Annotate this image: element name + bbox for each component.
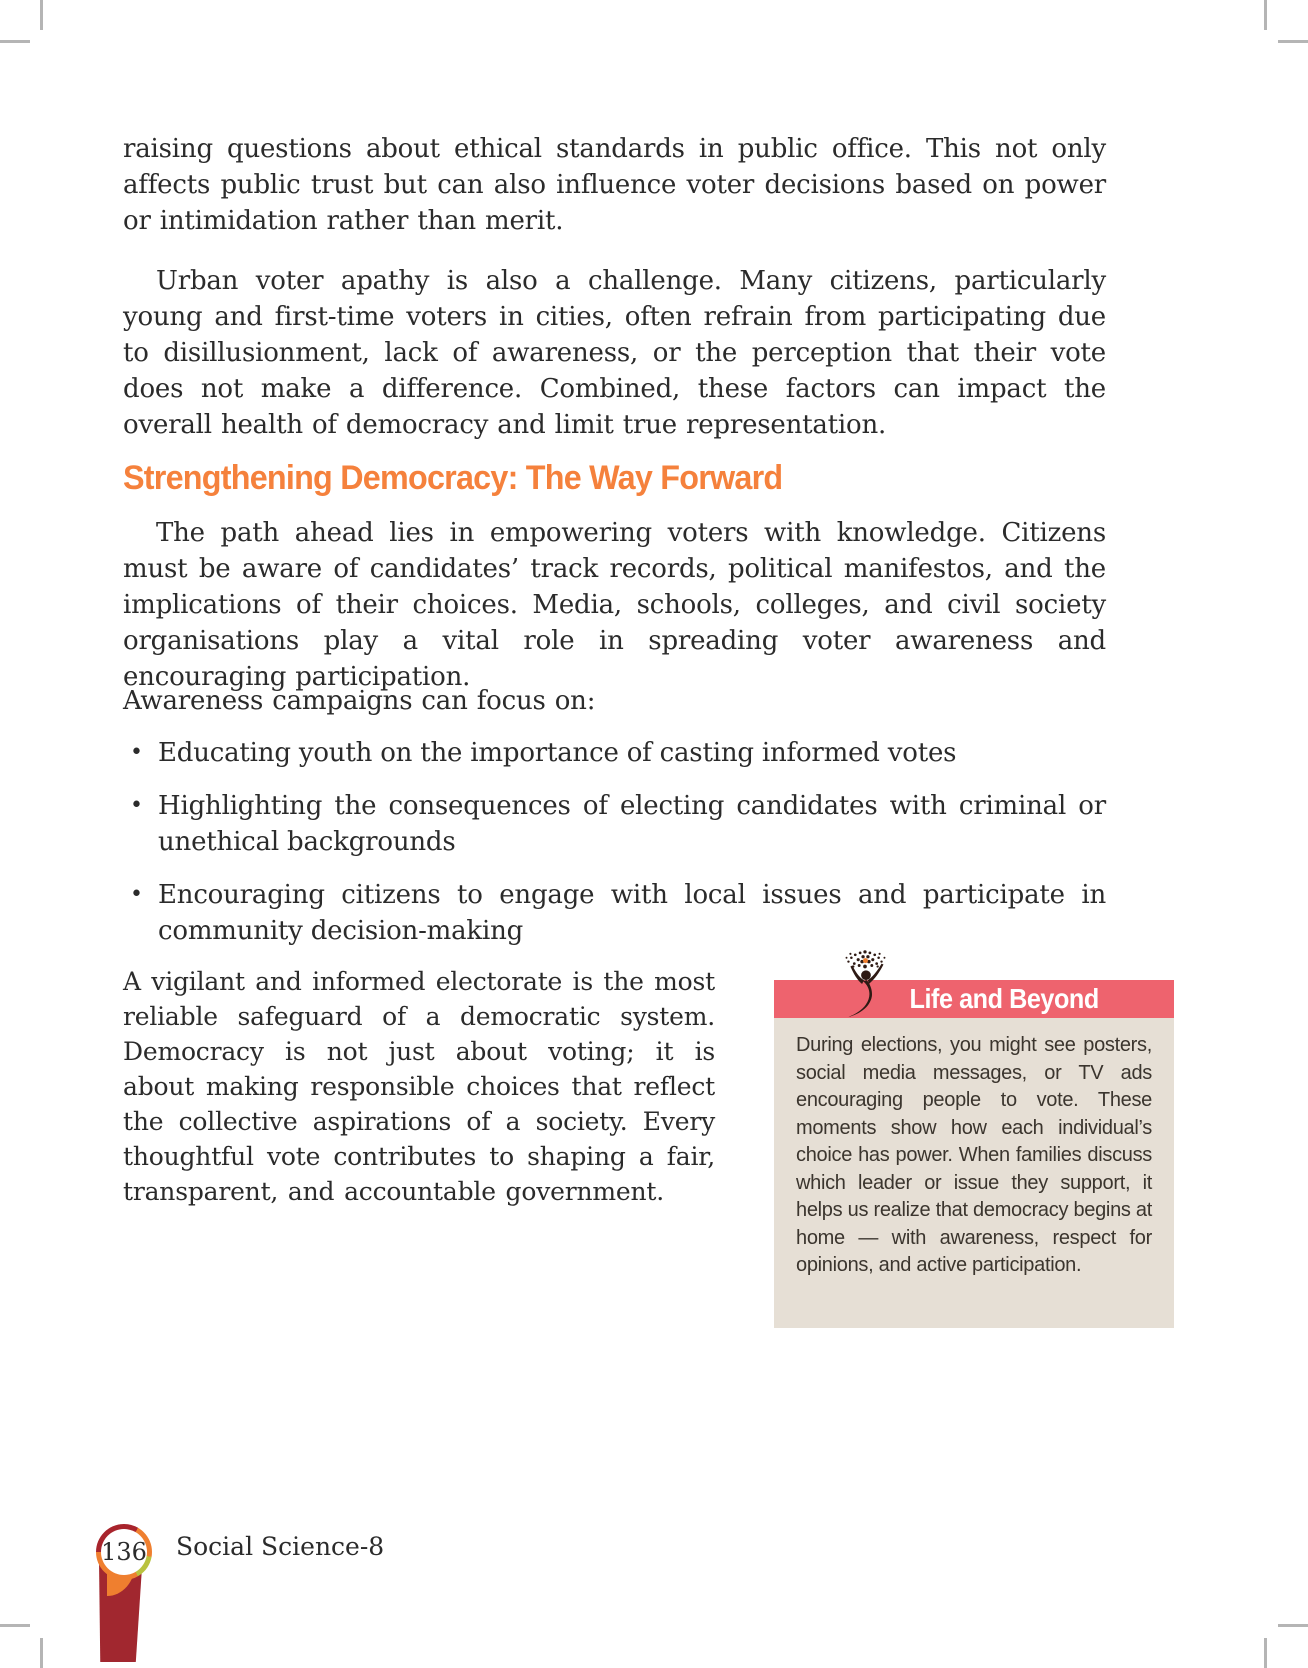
bullet-item (123, 877, 1106, 949)
crop-mark-top-left-horizontal (0, 40, 30, 43)
person-growth-icon (839, 948, 891, 1020)
crop-mark-bottom-right-vertical (1264, 1638, 1267, 1668)
bullet-text: Educating youth on the importance of casting informed votes (158, 738, 957, 768)
life-and-beyond-box (774, 980, 1174, 1328)
life-and-beyond-header (774, 980, 1174, 1018)
body-paragraph-3: The path ahead lies in empowering voters with knowledge. Citizens must be aware of candidates’ track records, political manifestos, and the implications of their choices. Media, schools, colleges, and civil society organisations play a vital role in spreading voter awareness and encouraging participation. (123, 518, 1106, 692)
bullet-item (123, 735, 1106, 771)
box-body: During elections, you might see posters, social media messages, or TV ads encouraging people to vote. These moments show how each individual’s choice has power. When families discuss which leader or issue they support, it helps us realize that democracy begins at home — with awareness, respect for opinions, and active participation. (774, 1018, 1174, 1328)
list-intro: Awareness campaigns can focus on: (123, 686, 596, 716)
body-paragraph-2: Urban voter apathy is also a challenge. Many citizens, particularly young and first-time voters in cities, often refrain from participating due to disillusionment, lack of awareness, or the perception that their vote does not make a difference. Combined, these factors can impact the overall health of democracy and limit true representation. (123, 266, 1106, 440)
bullet-text: Highlighting the consequences of electing candidates with criminal or unethical backgrounds (158, 791, 1106, 857)
crop-mark-bottom-right-horizontal (1278, 1624, 1308, 1627)
page-number-badge (96, 1524, 152, 1580)
crop-mark-top-right-vertical (1264, 0, 1267, 30)
body-paragraph-1: raising questions about ethical standards in public office. This not only affects public trust but can also influence voter decisions based on power or intimidation rather than merit. (123, 134, 1106, 236)
crop-mark-bottom-left-horizontal (0, 1624, 30, 1627)
bullet-text: Encouraging citizens to engage with local issues and participate in community decision-making (158, 880, 1106, 946)
footer-book-title: Social Science-8 (176, 1532, 385, 1561)
page-number: 136 (101, 1529, 147, 1575)
bullet-item (123, 788, 1106, 860)
body-paragraph-4: A vigilant and informed electorate is the most reliable safeguard of a democratic system. Democracy is not just about voting; it is about making responsible choices that reflect the collective aspirations of a society. Every thoughtful vote contributes to shaping a fair, transparent, and accountable government. (123, 967, 715, 1206)
crop-mark-bottom-left-vertical (40, 1638, 43, 1668)
crop-mark-top-left-vertical (40, 0, 43, 30)
crop-mark-top-right-horizontal (1278, 40, 1308, 43)
section-heading: Strengthening Democracy: The Way Forward (123, 459, 783, 497)
bullet-list (123, 735, 1106, 949)
box-title: Life and Beyond (909, 983, 1099, 1014)
